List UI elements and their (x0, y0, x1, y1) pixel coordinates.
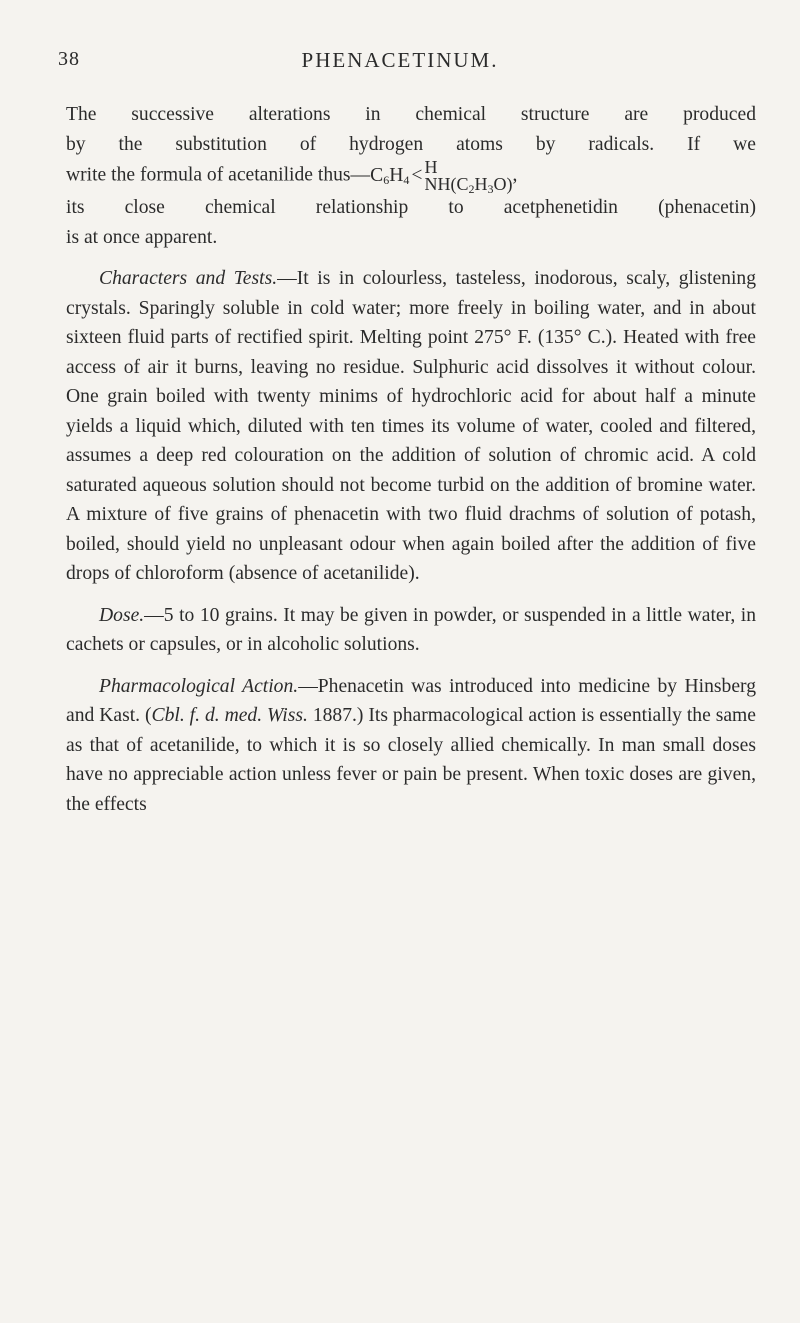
paragraph-structure (66, 100, 756, 252)
formula-end: , (512, 164, 518, 186)
acetanilide-formula (370, 157, 518, 196)
section-heading: Characters and Tests. (99, 268, 278, 289)
text-line: write the formula of acetanilide thus— (66, 164, 371, 186)
formula-line (66, 157, 756, 196)
paragraph-text: 1887.) Its pharmacological action is essentially the same as that of acetanilide, to which it is so closely allied chemically. In man small doses have no appreciable action unless fever or pain be present. When toxic doses are given, the effects (66, 705, 756, 815)
paragraph-text: —Phenacetin was introduced into medicine by Hinsberg and Kast. ( (66, 675, 757, 726)
section-heading: Pharmacological Action. (99, 675, 299, 697)
text-line: The successive alterations in chemical structure are produced (66, 104, 756, 125)
running-title: PHENACETINUM. (301, 48, 499, 72)
text-line: by the substitution of hydrogen atoms by radicals. If we (66, 133, 756, 155)
text-line: its close chemical relationship to acetphenetidin (phenacetin) (66, 197, 756, 218)
citation: Cbl. f. d. med. Wiss. (151, 705, 308, 726)
page-number: 38 (58, 48, 80, 70)
formula-branches (424, 157, 513, 196)
running-head (58, 48, 742, 78)
text-line: is at once apparent. (66, 226, 218, 248)
paragraph-text: —5 to 10 grains. It may be given in powder, or suspended in a little water, in cachets or capsules, or in alcoholic solutions. (66, 604, 756, 655)
section-heading: Dose. (99, 604, 145, 626)
formula-base: $C_6H_4$ (370, 164, 410, 187)
formula-bracket: < (411, 164, 423, 186)
body-text (66, 100, 756, 819)
formula-top: H (424, 157, 438, 177)
paragraph-pharmacological-action (66, 672, 756, 820)
formula-bottom: $NH(C_2H_3O)$ (424, 174, 513, 196)
paragraph-text: —It is in colourless, tasteless, inodorous, scaly, glistening crystals. Sparingly soluble in cold water; more freely in boiling water, and in about sixteen fluid parts of rectified spirit. Melting point 275° F. (135° C.). Heated with free access of air it burns, leaving no residue. Sulphuric acid dissolves it without colour. One grain boiled with twenty minims of hydrochloric acid for about half a minute yields a liquid which, diluted with ten times its volume of water, cooled and filtered, assumes a deep red colouration on the addition of solution of chromic acid. A cold saturated aqueous solution should not become turbid on the addition of bromine water. A mixture of five grains of phenacetin with two fluid drachms of solution of potash, boiled, should yield no unpleasant odour when again boiled after the addition of five drops of chloroform (absence of acetanilide). (66, 268, 756, 584)
paragraph-dose (66, 601, 756, 660)
paragraph-characters-tests (66, 264, 756, 589)
